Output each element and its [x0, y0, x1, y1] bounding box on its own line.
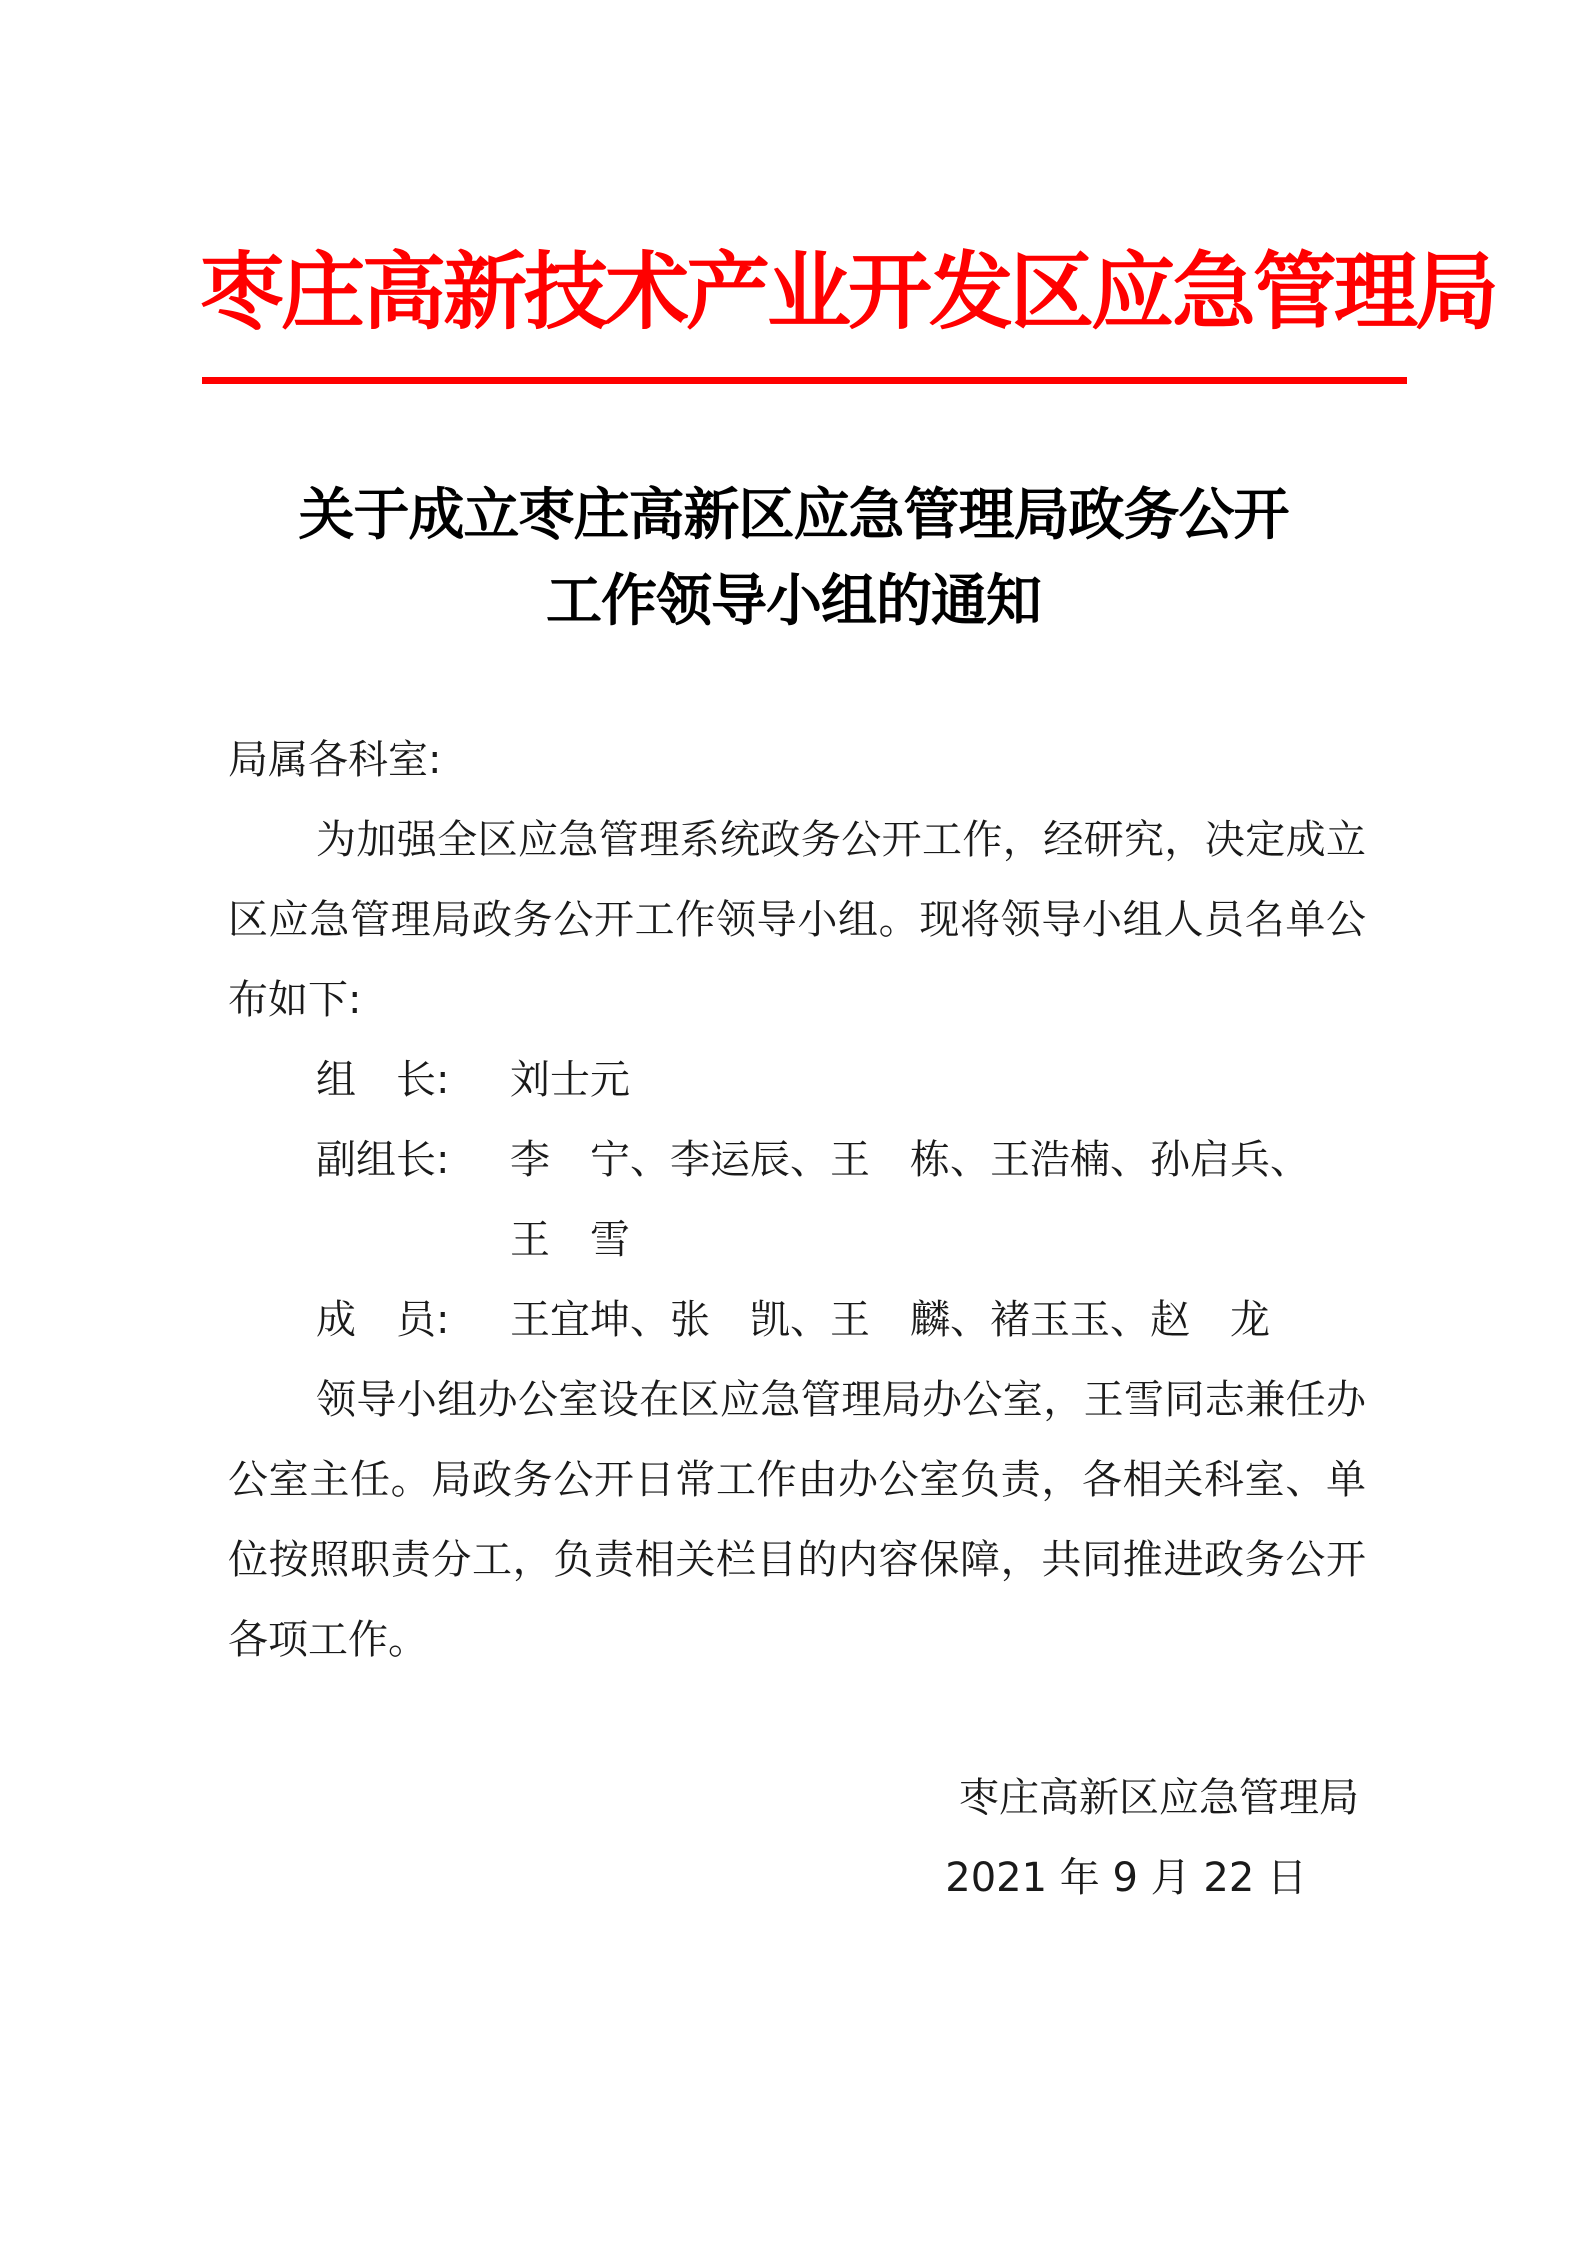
- signature-date: 2021 年 9 月 22 日: [945, 1855, 1307, 1901]
- red-header-organization: 枣庄高新技术产业开发区应急管理局: [200, 242, 1497, 341]
- closing-paragraph: 领导小组办公室设在区应急管理局办公室，王雪同志兼任办公室主任。局政务公开日常工作由办公室负责，各相关科室、单位按照职责分工，负责相关栏目的内容保障，共同推进政务公开各项工作。: [228, 1377, 1366, 1663]
- member-role: 组 长:: [316, 1057, 450, 1103]
- signature-block: [945, 1758, 1359, 1918]
- member-names: 王宜坤、张 凯、王 麟、褚玉玉、赵 龙: [510, 1297, 1270, 1343]
- document-title-line-1: 关于成立枣庄高新区应急管理局政务公开: [298, 482, 1289, 548]
- member-role: 成 员:: [316, 1297, 450, 1343]
- document-title-line-2: 工作领导小组的通知: [546, 568, 1041, 634]
- signature-organization: 枣庄高新区应急管理局: [959, 1775, 1359, 1821]
- member-names: 李 宁、李运辰、王 栋、王浩楠、孙启兵、: [510, 1137, 1310, 1183]
- document-body: [228, 720, 1366, 1680]
- member-row-deputy-leaders: [228, 1120, 1366, 1200]
- intro-paragraph: 为加强全区应急管理系统政务公开工作，经研究，决定成立区应急管理局政务公开工作领导小组。现将领导小组人员名单公布如下:: [228, 817, 1366, 1023]
- document-title: [0, 472, 1587, 644]
- member-row-members: [228, 1280, 1366, 1360]
- member-names-continued: 王 雪: [510, 1217, 630, 1263]
- member-role: 副组长:: [316, 1137, 450, 1183]
- red-header-rule: [202, 377, 1407, 384]
- salutation: 局属各科室:: [228, 737, 442, 783]
- member-row-leader: [228, 1040, 1366, 1120]
- member-names: 刘士元: [510, 1057, 630, 1103]
